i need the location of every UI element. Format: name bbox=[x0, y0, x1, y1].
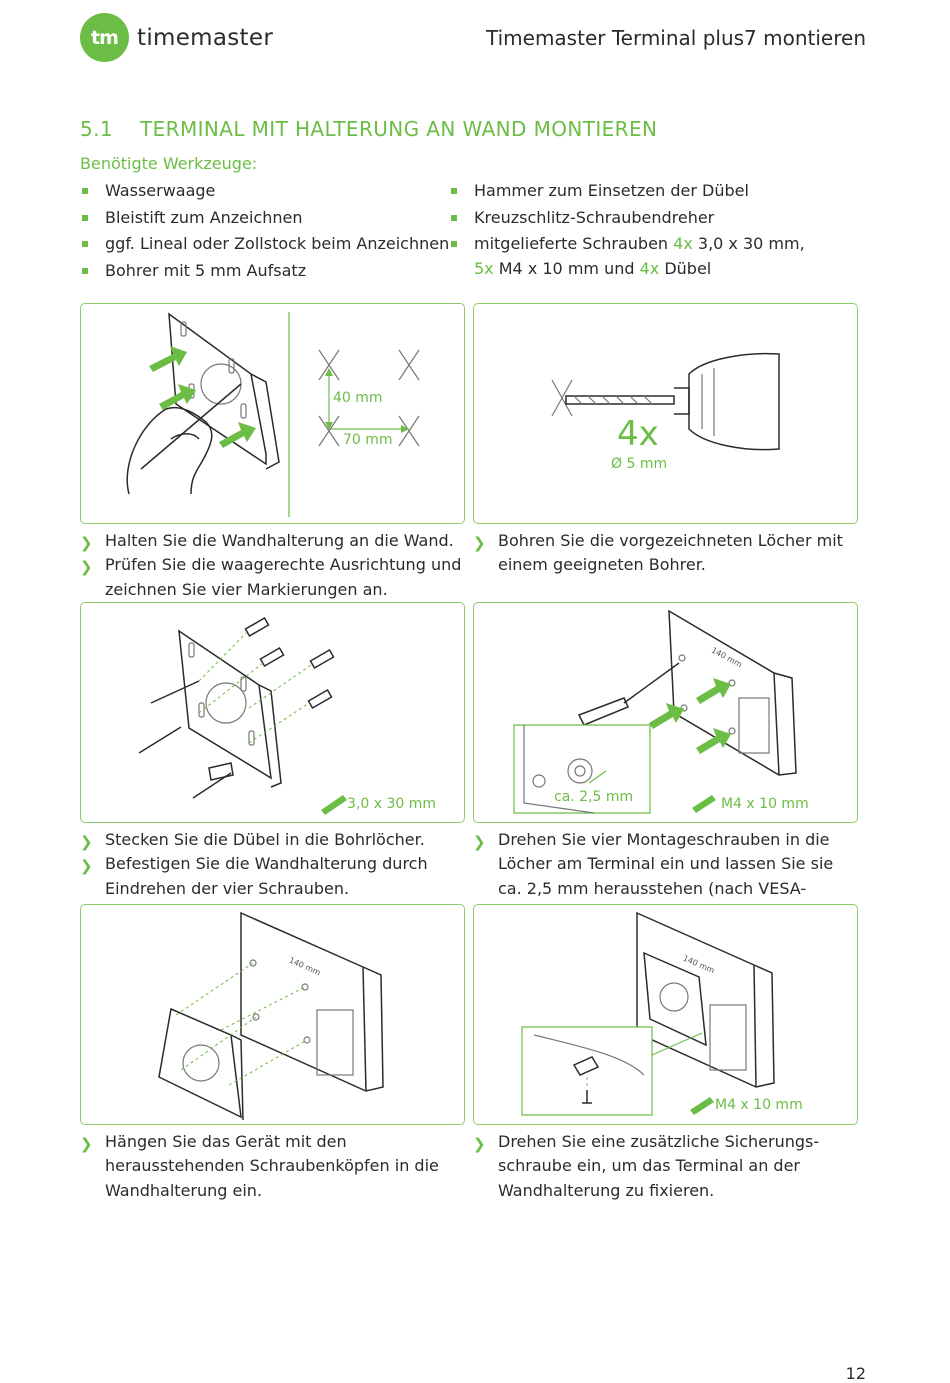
list-item: Wasserwaage bbox=[80, 178, 449, 205]
chevron-right-icon: ❯ bbox=[473, 534, 486, 552]
list-item: ❯ Stecken Sie die Dübel in die Bohrlöcher. bbox=[80, 828, 465, 852]
bullet-square-icon bbox=[451, 241, 457, 247]
list-item: mitgelieferte Schrauben 4x 3,0 x 30 mm, 5x M4 x 10 mm und 4x Dübel bbox=[449, 231, 869, 281]
list-item: Hammer zum Einsetzen der Dübel bbox=[449, 178, 869, 205]
chevron-right-icon: ❯ bbox=[80, 534, 93, 552]
chevron-right-icon: ❯ bbox=[473, 1135, 486, 1153]
drill-count-label: 4x bbox=[617, 414, 659, 454]
illustration-mount-bracket bbox=[81, 603, 466, 824]
illustration-drill bbox=[474, 304, 859, 525]
panel-mount-bracket bbox=[80, 602, 465, 823]
illustration-secure-screw bbox=[474, 905, 859, 1126]
tools-list-left bbox=[80, 178, 449, 284]
panel-mark-holes bbox=[80, 303, 465, 524]
steps-mount-bracket bbox=[80, 828, 465, 901]
list-item: Bohrer mit 5 mm Aufsatz bbox=[80, 258, 449, 285]
dimension-label: 140 mm bbox=[681, 953, 716, 976]
dimension-40mm-label: 40 mm bbox=[333, 390, 383, 406]
panel-drill-holes bbox=[473, 303, 858, 524]
section-number: 5.1 bbox=[80, 117, 114, 141]
page-number: 12 bbox=[845, 1364, 866, 1383]
chevron-right-icon: ❯ bbox=[473, 833, 486, 851]
list-item: Bleistift zum Anzeichnen bbox=[80, 205, 449, 232]
list-item: ❯ Drehen Sie eine zusätzliche Sicherungs-schraube ein, um das Terminal an der Wandhalterung zu fixieren. bbox=[473, 1132, 820, 1200]
tools-list-right bbox=[449, 178, 869, 281]
logo-mark: tm bbox=[80, 13, 129, 62]
panel-insert-screws bbox=[473, 602, 858, 823]
panel-hang-device bbox=[80, 904, 465, 1125]
list-item: ❯ Prüfen Sie die waagerechte Ausrichtung und zeichnen Sie vier Markierungen an. bbox=[80, 555, 462, 599]
panel-secure-screw bbox=[473, 904, 858, 1125]
illustration-mark-holes bbox=[81, 304, 466, 525]
screw-size-label: M4 x 10 mm bbox=[715, 1097, 803, 1113]
dimension-label: 140 mm bbox=[709, 645, 744, 670]
steps-mark-holes bbox=[80, 529, 465, 602]
bullet-square-icon bbox=[82, 215, 88, 221]
list-item: ❯ Halten Sie die Wandhalterung an die Wand. bbox=[80, 529, 465, 553]
illustration-hang-device bbox=[81, 905, 466, 1126]
dimension-label: 140 mm bbox=[287, 955, 322, 978]
document-title: Timemaster Terminal plus7 montieren bbox=[486, 26, 866, 50]
list-item: Kreuzschlitz-Schraubendreher bbox=[449, 205, 869, 232]
chevron-right-icon: ❯ bbox=[80, 1135, 93, 1153]
chevron-right-icon: ❯ bbox=[80, 857, 93, 876]
list-item: ❯ Drehen Sie vier Montageschrauben in die Löcher am Terminal ein und lassen Sie sie ca. 2,5 mm herausstehen (nach VESA- bbox=[473, 830, 834, 898]
list-item: ❯ Bohren Sie die vorgezeichneten Löcher mit einem geeigneten Bohrer. bbox=[473, 531, 843, 575]
dimension-70mm-label: 70 mm bbox=[343, 432, 393, 448]
bullet-square-icon bbox=[82, 268, 88, 274]
list-item: ggf. Lineal oder Zollstock beim Anzeichnen bbox=[80, 231, 449, 258]
tools-heading: Benötigte Werkzeuge: bbox=[80, 154, 258, 173]
bullet-square-icon bbox=[82, 188, 88, 194]
logo bbox=[80, 13, 273, 62]
bullet-square-icon bbox=[82, 241, 88, 247]
bullet-square-icon bbox=[451, 188, 457, 194]
steps-hang-device bbox=[80, 1130, 465, 1203]
screw-size-label: M4 x 10 mm bbox=[721, 796, 809, 812]
logo-text: timemaster bbox=[137, 24, 274, 51]
chevron-right-icon: ❯ bbox=[80, 558, 93, 577]
steps-secure-screw bbox=[473, 1130, 858, 1203]
illustration-insert-screws bbox=[474, 603, 859, 824]
steps-drill-holes bbox=[473, 529, 858, 578]
section-heading: TERMINAL MIT HALTERUNG AN WAND MONTIEREN bbox=[140, 117, 658, 141]
list-item: ❯ Befestigen Sie die Wandhalterung durch Eindrehen der vier Schrauben. bbox=[80, 854, 428, 898]
bullet-square-icon bbox=[451, 215, 457, 221]
list-item: ❯ Hängen Sie das Gerät mit den herausstehenden Schraubenköpfen in die Wandhalterung ein. bbox=[80, 1132, 439, 1200]
gap-label: ca. 2,5 mm bbox=[554, 789, 634, 805]
section-title bbox=[80, 117, 657, 141]
drill-diameter-label: Ø 5 mm bbox=[611, 456, 668, 472]
screw-size-label: 3,0 x 30 mm bbox=[347, 796, 436, 812]
chevron-right-icon: ❯ bbox=[80, 833, 93, 851]
